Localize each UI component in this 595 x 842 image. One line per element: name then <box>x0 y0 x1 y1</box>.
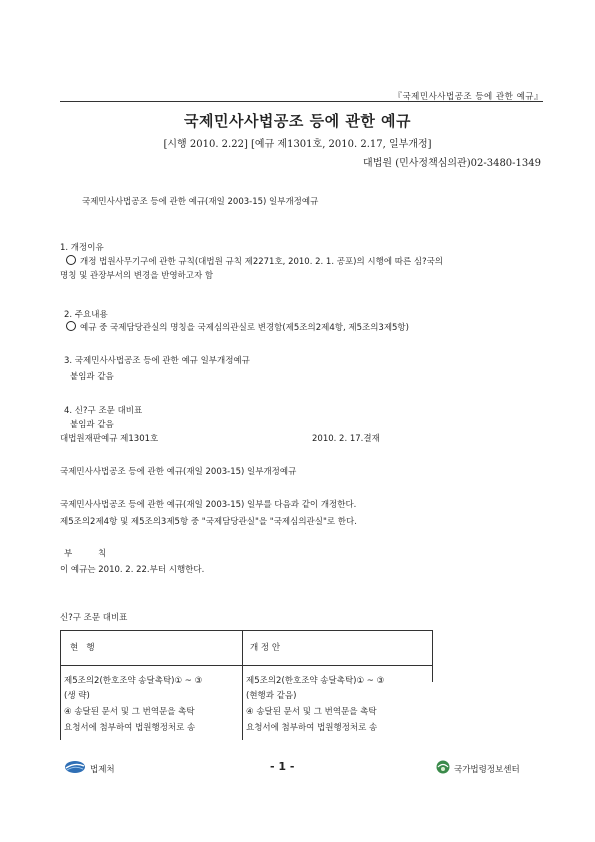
amendment-line-2: 제5조의2제4항 및 제5조의3제5항 중 "국제담당관실"을 "국제심의관실"로 한다. <box>60 517 357 527</box>
decree-date: 2010. 2. 17.결재 <box>312 434 380 444</box>
section-4-line-1: 붙임과 같음 <box>70 420 114 430</box>
department-contact: 대법원 (민사정책심의관)02-3480-1349 <box>363 158 541 169</box>
document-title: 국제민사사법공조 등에 관한 예규 <box>183 112 412 130</box>
table-row-3-right: ④ 송달된 문서 및 그 번역문을 촉탁 <box>246 707 377 717</box>
intro-line: 국제민사사법공조 등에 관한 예규(재일 2003-15) 일부개정예규 <box>82 197 319 207</box>
table-header-current: 현 행 <box>70 643 95 653</box>
table-row-2-right: (현행과 같음) <box>246 691 297 701</box>
footer-publisher: 법제처 <box>90 765 115 775</box>
table-row-1-right: 제5조의2(한호조약 송달촉탁)① ~ ③ <box>246 676 385 686</box>
page-number: - 1 - <box>270 760 295 773</box>
law-info-center-logo-icon <box>436 760 450 774</box>
table-header-divider <box>60 665 432 666</box>
enactment-info: [시행 2010. 2.22] [예규 제1301호, 2010. 2.17, 일부개정] <box>163 139 432 150</box>
section-1-line-1: 개정 법원사무기구에 관한 규칙(대법원 규칙 제2271호, 2010. 2. 1. 공포)의 시행에 따른 심?국의 <box>66 255 443 267</box>
table-row-2-left: (생 략) <box>64 691 90 701</box>
supplementary-chik: 칙 <box>98 549 107 559</box>
supplementary-bu: 부 <box>64 549 73 559</box>
circle-bullet-icon <box>66 321 76 331</box>
section-3-line-1: 붙임과 같음 <box>70 372 114 382</box>
table-top-border <box>60 630 432 631</box>
table-row-1-left: 제5조의2(한호조약 송달촉탁)① ~ ③ <box>64 676 203 686</box>
table-left-border <box>60 630 61 740</box>
table-row-4-left: 요청서에 첨부하여 법원행정처로 송 <box>64 723 196 733</box>
moleg-logo-icon <box>64 760 86 774</box>
table-right-border <box>432 630 433 682</box>
effective-date-line: 이 예규는 2010. 2. 22.부터 시행한다. <box>60 565 205 575</box>
amendment-title: 국제민사사법공조 등에 관한 예규(재일 2003-15) 일부개정예규 <box>60 467 297 477</box>
section-1-heading: 1. 개정이유 <box>60 243 104 253</box>
header-divider <box>60 101 543 102</box>
table-row-4-right: 요청서에 첨부하여 법원행정처로 송 <box>246 723 378 733</box>
section-1-line-2: 명칭 및 관장부서의 변경을 반영하고자 함 <box>60 271 214 281</box>
table-column-divider <box>242 630 243 740</box>
footer-source: 국가법령정보센터 <box>454 765 520 775</box>
circle-bullet-icon <box>66 255 76 265</box>
section-3-heading: 3. 국제민사사법공조 등에 관한 예규 일부개정예규 <box>64 356 250 366</box>
section-2-line-1: 예규 중 국제담당관실의 명칭을 국제심의관실로 변경함(제5조의2제4항, 제5조의3제5항) <box>66 321 409 333</box>
section-4-heading: 4. 신?구 조문 대비표 <box>64 406 143 416</box>
table-row-3-left: ④ 송달된 문서 및 그 번역문을 촉탁 <box>64 707 195 717</box>
table-header-revised: 개 정 안 <box>250 643 281 653</box>
comparison-table-title: 신?구 조문 대비표 <box>60 613 128 623</box>
section-2-heading: 2. 주요내용 <box>64 310 108 320</box>
decree-number: 대법원재판예규 제1301호 <box>60 434 159 444</box>
document-header-tag: 『국제민사사법공조 등에 관한 예규』 <box>393 92 543 102</box>
amendment-line-1: 국제민사사법공조 등에 관한 예규(재일 2003-15) 일부를 다음과 같이 개정한다. <box>60 500 357 510</box>
